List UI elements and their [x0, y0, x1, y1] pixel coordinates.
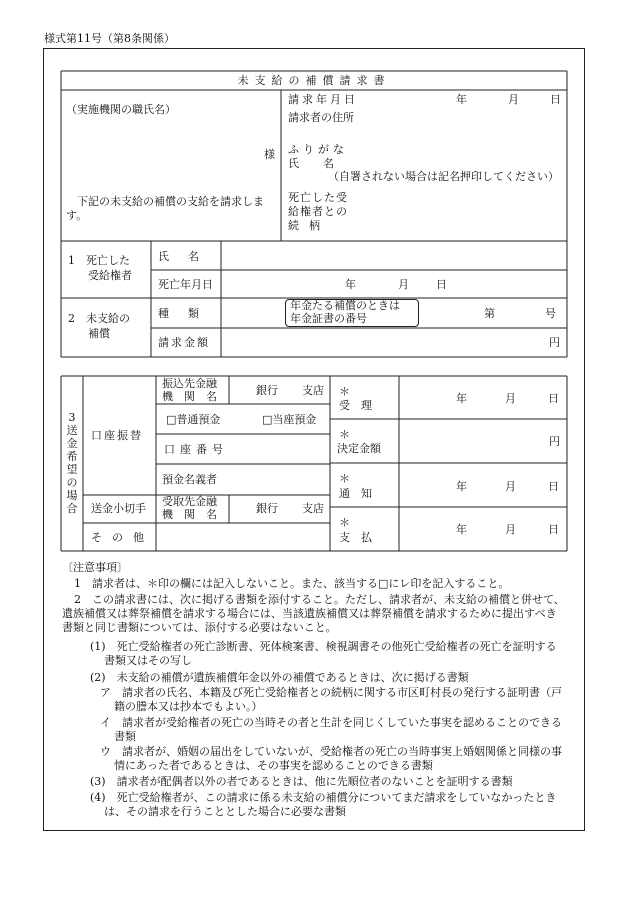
bank-label-line1: 振込先金融	[162, 377, 217, 390]
office-label-notice: 通 知	[339, 487, 372, 500]
office-label-amount: 決定金額	[337, 442, 381, 455]
check-branch-unit: 支店	[302, 502, 324, 515]
bank-unit: 銀行	[256, 384, 278, 397]
notes-heading: 〔注意事項〕	[62, 561, 128, 574]
date-day-unit: 日	[550, 93, 561, 106]
seal-note: （自署されない場合は記名押印してください）	[328, 170, 559, 183]
office-mark-amount: ＊	[339, 428, 350, 441]
payment-month-unit: 月	[505, 523, 516, 536]
office-mark-payment: ＊	[339, 516, 350, 529]
claim-amount-label: 請求金額	[158, 336, 210, 349]
form-number: 様式第11号（第8条関係）	[44, 32, 175, 45]
date-month-unit: 月	[508, 93, 519, 106]
payment-day-unit: 日	[548, 523, 559, 536]
office-label-receipt: 受 理	[339, 399, 372, 412]
compensation-type-label: 種 類	[158, 307, 203, 320]
decided-amount-unit: 円	[549, 435, 560, 448]
other-method-label: その他	[91, 531, 154, 544]
section2-title-line1: 2 未支給の	[68, 312, 130, 325]
relation-label-line2: 給権者との	[288, 205, 348, 218]
furigana-label: ふりがな	[288, 143, 348, 156]
payment-year-unit: 年	[456, 523, 467, 536]
request-text: 下記の未支給の補償の支給を請求します。	[66, 195, 264, 222]
note-2-item-2-u: ウ 請求者が、婚姻の届出をしていないが、受給権者の死亡の当時事実上婚姻関係と同様の事情にあった者であるときは、その事実を認めることのできる書類	[100, 745, 562, 772]
notice-year-unit: 年	[456, 480, 467, 493]
receipt-day-unit: 日	[548, 392, 559, 405]
notice-month-unit: 月	[505, 480, 516, 493]
note-2-item-2-a: ア 請求者の氏名、本籍及び死亡受給権者との続柄に関する市区町村長の発行する証明書（戸籍の謄本又は抄本でもよい。）	[100, 686, 562, 713]
note-2-item-3: (3) 請求者が配偶者以外の者であるときは、他に先順位者のないことを証明する書類	[90, 775, 513, 788]
bank-label-line2: 機 関 名	[162, 390, 217, 403]
receipt-year-unit: 年	[456, 392, 467, 405]
relation-label-line3: 続柄	[288, 219, 330, 232]
pension-note-line1: 年金たる補償のときは	[290, 299, 400, 312]
death-date-label: 死亡年月日	[158, 278, 213, 291]
note-2-item-2-i: イ 請求者が受給権者の死亡の当時その者と生計を同じくしていた事実を認めることのできる書類	[100, 716, 562, 743]
office-mark-notice: ＊	[339, 472, 350, 485]
form-title: 未支給の補償請求書	[237, 74, 391, 87]
addressee-label: （実施機関の職氏名）	[66, 103, 176, 116]
deceased-name-label: 氏 名	[158, 250, 203, 263]
death-year-unit: 年	[345, 278, 356, 291]
death-day-unit: 日	[436, 278, 447, 291]
current-deposit-checkbox[interactable]: □当座預金	[262, 413, 317, 426]
office-mark-receipt: ＊	[339, 385, 350, 398]
note-2-item-1: (1) 死亡受給権者の死亡診断書、死体検案書、検視調書その他死亡受給権者の死亡を証明する書類又はその写し	[90, 640, 557, 667]
claim-amount-unit: 円	[549, 336, 560, 349]
note-2: 2 この請求書には、次に掲げる書類を添付すること。ただし、請求者が、未支給の補償と併せて、遺族補償又は葬祭補償を請求する場合には、当該遺族補償又は葬祭補償を請求するために提出すべき書類と同じ書類については、添付する必要はないこと。	[62, 593, 565, 634]
account-number-label: 口座番号	[164, 443, 228, 456]
receipt-month-unit: 月	[505, 392, 516, 405]
section3-title: 3 送 金 希 望 の 場 合	[66, 411, 78, 515]
section2-title-line2: 補償	[88, 327, 110, 340]
ordinary-deposit-checkbox[interactable]: □普通預金	[166, 413, 221, 426]
death-month-unit: 月	[398, 278, 409, 291]
pension-number-suffix: 号	[545, 307, 556, 320]
account-holder-label: 預金名義者	[162, 473, 217, 486]
request-date-label: 請求年月日	[288, 93, 358, 106]
branch-unit: 支店	[302, 384, 324, 397]
note-1: 1 請求者は、＊印の欄には記入しないこと。また、該当する□にレ印を記入すること。	[74, 577, 510, 590]
check-bank-label-line1: 受取先金融	[162, 495, 217, 508]
sama-label: 様	[264, 148, 275, 161]
section1-title-line2: 受給権者	[88, 269, 132, 282]
account-transfer-label: 口座振替	[91, 429, 143, 442]
check-bank-unit: 銀行	[256, 502, 278, 515]
pension-note-line2: 年金証書の番号	[290, 312, 367, 325]
applicant-name-label: 氏名	[288, 157, 358, 170]
section1-title-line1: 1 死亡した	[68, 254, 130, 267]
remittance-check-label: 送金小切手	[91, 502, 146, 515]
address-label: 請求者の住所	[288, 111, 354, 124]
date-year-unit: 年	[456, 93, 467, 106]
pension-number-prefix: 第	[484, 307, 495, 320]
office-label-payment: 支 払	[339, 531, 372, 544]
note-2-item-4: (4) 死亡受給権者が、この請求に係る未支給の補償分についてまだ請求をしていなかったときは、その請求を行うこととした場合に必要な書類	[90, 791, 557, 818]
note-2-item-2: (2) 未支給の補償が遺族補償年金以外の補償であるときは、次に掲げる書類	[90, 671, 469, 684]
notice-day-unit: 日	[548, 480, 559, 493]
check-bank-label-line2: 機 関 名	[162, 508, 217, 521]
relation-label-line1: 死亡した受	[288, 191, 348, 204]
